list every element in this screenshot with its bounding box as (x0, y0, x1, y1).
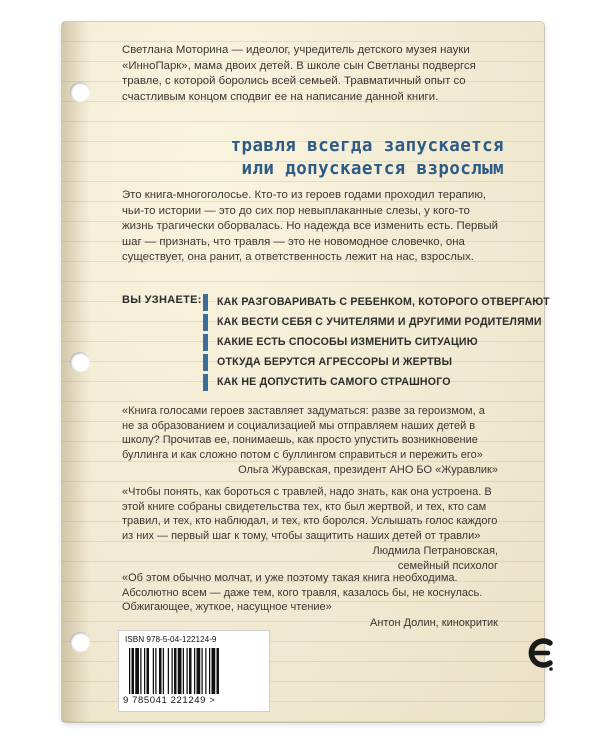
barcode-stripe (155, 648, 156, 694)
barcode-stripe (205, 648, 206, 694)
quote-dolin: «Об этом обычно молчат, и уже поэтому такая книга необходима. Абсолютно всем — даже тем, кого травля, казалось бы, не коснулась. Обжигающее, жуткое, насущное чтение» Антон Долин, кинокритик (122, 572, 498, 629)
barcode-stripe (187, 648, 188, 694)
barcode-number: 9 785041 221249 > (123, 695, 216, 706)
headline-line-2: или допускается взрослым (241, 159, 504, 179)
learn-item: КАК РАЗГОВАРИВАТЬ С РЕБЕНКОМ, КОТОРОГО ОТВЕРГАЮТ (203, 294, 550, 311)
learn-item: КАК ВЕСТИ СЕБЯ С УЧИТЕЛЯМИ И ДРУГИМИ РОДИТЕЛЯМИ (203, 314, 550, 331)
headline-line-1: травля всегда запускается (230, 136, 504, 156)
barcode-stripe (144, 648, 145, 694)
barcode-stripe (147, 648, 150, 694)
barcode-stripe (159, 648, 162, 694)
barcode-stripe (174, 648, 177, 694)
quote-zhuravskaya: «Книга голосами героев заставляет задуматься: разве за героизмом, а не за образованием и социализацией мы отправляем наших детей в школу? Прочитав ее, понимаешь, как просто упустить возникновение буллинга и как сложно потом с буллингом справиться и пережить его» Ольга Журавская, президент АНО БО «Журавлик» (122, 405, 498, 477)
bullet-bar (203, 354, 208, 371)
punch-hole (70, 632, 90, 652)
barcode-stripe (194, 648, 195, 694)
barcode-stripe (178, 648, 182, 694)
barcode-stripe (183, 648, 184, 694)
barcode-stripe (163, 648, 164, 694)
learn-item: КАКИЕ ЕСТЬ СПОСОБЫ ИЗМЕНИТЬ СИТУАЦИЮ (203, 334, 550, 351)
eksmo-logo-icon (524, 633, 556, 673)
learn-label: ВЫ УЗНАЕТЕ: (122, 294, 202, 306)
barcode-stripe (189, 648, 192, 694)
barcode-bars (127, 648, 257, 694)
barcode-stripe (132, 648, 135, 694)
bullet-bar (203, 334, 208, 351)
barcode-stripe (217, 648, 220, 694)
barcode-stripe (129, 648, 130, 694)
bullet-bar (203, 374, 208, 391)
barcode-stripe (197, 648, 201, 694)
learn-list (203, 294, 550, 394)
punch-hole (70, 82, 90, 102)
barcode-stripe (172, 648, 173, 694)
barcode-stripe (140, 648, 141, 694)
isbn-text: ISBN 978-5-04-122124-9 (125, 635, 217, 644)
barcode-stripe (212, 648, 216, 694)
bullet-bar (203, 294, 208, 311)
bullet-bar (203, 314, 208, 331)
book-description: Это книга-многоголосье. Кто-то из героев годами проходил терапию, чьи-то истории — это до сих пор невыплаканные слезы, у кого-то жизнь трагически оборвалась. Но надежда все изменить есть. Первый шаг — признать, что травля — это не новомодное словечко, она существует, она ранит, а ответственность лежит на нас, взрослых. (122, 189, 498, 263)
punch-hole (70, 352, 90, 372)
barcode-stripe (209, 648, 210, 694)
barcode-stripe (168, 648, 169, 694)
barcode-stripe (153, 648, 154, 694)
quote-author: Людмила Петрановская, (372, 545, 498, 558)
author-intro: Светлана Моторина — идеолог, учредитель детского музея науки «ИнноПарк», мама двоих детей. В школе сын Светланы подвергся травле, с которой боролись всей семьей. Травматичный опыт со счастливым концом сподвиг ее на написание данной книги. (122, 44, 476, 103)
barcode-stripe (202, 648, 203, 694)
quote-author-role: семейный психолог (397, 559, 498, 572)
barcode-stripe (135, 648, 139, 694)
quote-author: Антон Долин, кинокритик (370, 616, 498, 629)
quote-petranovskaya: «Чтобы понять, как бороться с травлей, надо знать, как она устроена. В этой книге собраны свидетельства тех, кто был жертвой, и тех, кто сам травил, и тех, кто наблюдал, и тех, кто боролся. Услышать голос каждого из них — первый шаг к тому, чтобы защитить наших детей от травли» Людмила Петрановская, семейный психолог (122, 486, 498, 572)
learn-item: КАК НЕ ДОПУСТИТЬ САМОГО СТРАШНОГО (203, 374, 550, 391)
barcode (118, 630, 270, 712)
headline (204, 135, 504, 181)
learn-item: ОТКУДА БЕРУТСЯ АГРЕССОРЫ И ЖЕРТВЫ (203, 354, 550, 371)
quote-author: Ольга Журавская, президент АНО БО «Журавлик» (238, 464, 498, 477)
